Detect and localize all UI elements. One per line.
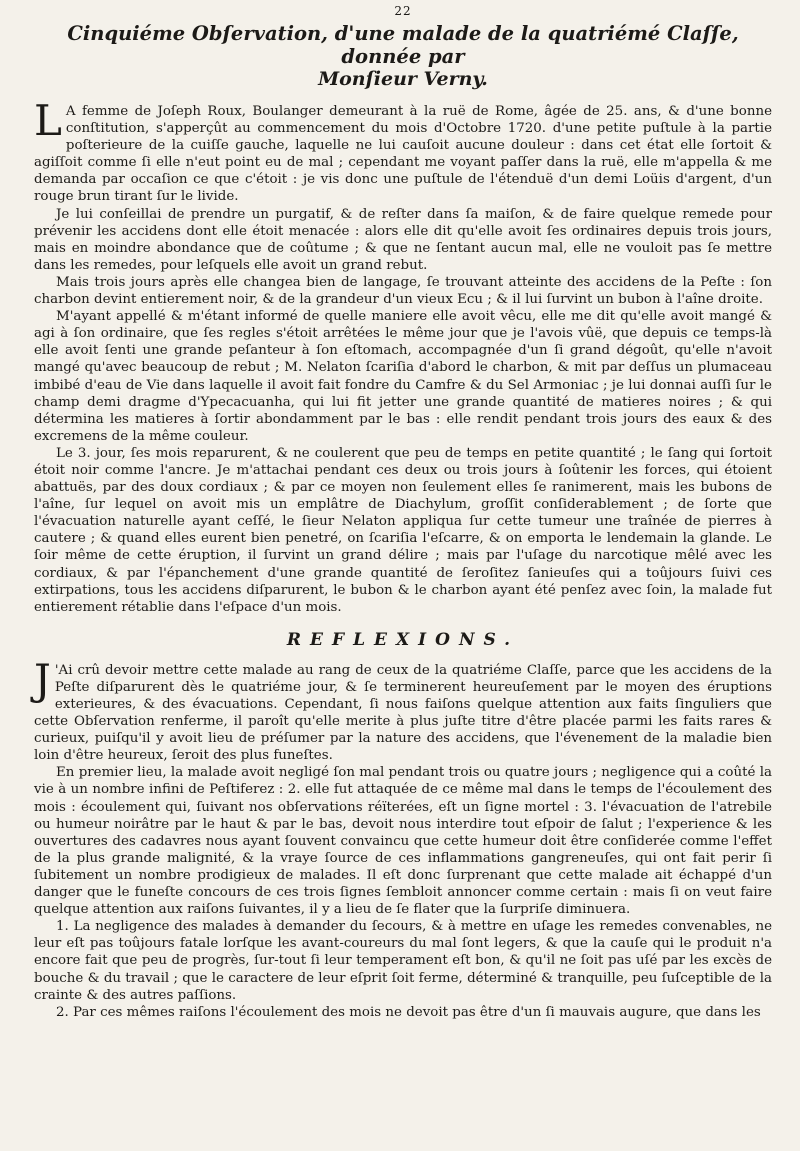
observation-body xyxy=(34,96,772,616)
paragraph-text: A femme de Joſeph Roux, Boulanger demeurant à la ruë de Rome, âgée de 25. ans, & d'une bonne conſtitution, s'apperçût au commencement du mois d'Octobre 1720. d'une petite puſtule à la partie poſterieure de la cuiſſe gauche, laquelle ne lui cauſoit aucune douleur : dans cet état elle ſortoit & agiſſoit comme ſi elle n'eut point eu de mal ; cependant me voyant paſſer dans la ruë, elle m'appella & me demanda par occaſion ce que c'étoit : je vis donc une puſtule de l'étenduë d'un demi Loüis d'argent, d'un rouge brun tirant ſur le livide. xyxy=(34,104,772,205)
paragraph-2: Je lui conſeillai de prendre un purgatif, & de reſter dans ſa maiſon, & de faire quelque remede pour prévenir les accidens dont elle étoit menacée : alors elle dit qu'elle avoit ſes ordinaires depuis trois jours, mais en moindre abondance que de coûtume ; & que ne ſentant aucun mal, elle ne vouloit pas ſe mettre dans les remedes, pour leſquels elle avoit un grand rebut. xyxy=(34,206,772,273)
observation-title: Cinquiéme Obſervation, d'une malade de la quatriémé Claſſe, donnée par xyxy=(67,22,739,68)
paragraph-text: 'Ai crû devoir mettre cette malade au rang de ceux de la quatriéme Claſſe, parce que les accidens de la Peſte diſparurent dès le quatriéme jour, & ſe terminerent heureuſement par le moyen des éruptions exterieures, & des évacuations. Cependant, ſi nous faiſons quelque attention aux faits ſinguliers que cette Obſervation renferme, il paroît qu'elle merite à plus juſte titre d'être placée parmi les faits rares & curieux, puiſqu'il y avoit lieu de préſumer par la nature des accidens, que l'évenement de la maladie bien loin d'être heureux, ſeroit des plus funeſtes. xyxy=(34,662,772,764)
paragraph-4: M'ayant appellé & m'étant informé de quelle maniere elle avoit vêcu, elle me dit qu'elle avoit mangé & agi à ſon ordinaire, que ſes regles s'étoit arrêtées le même jour que je l'avois vûë, que depuis ce temps-là elle avoit ſenti une grande peſanteur à ſon eſtomach, accompagnée d'un ſi grand dégoût, qu'elle n'avoit mangé qu'avec beaucoup de rebut ; M. Nelaton ſcariſia d'abord le charbon, & mit par deſſus un plumaceau imbibé d'eau de Vie dans laquelle il avoit fait fondre du Camfre & du Sel Armoniac ; je lui donnai auſſi ſur le champ demi dragme d'Ypecacuanha, qui lui fit jetter une grande quantité de matieres noires ; & qui détermina les matieres à ſortir abondamment par le bas : elle rendit pendant trois jours des eaux & des excremens de la même couleur. xyxy=(34,309,772,444)
reflexion-paragraph-2: En premier lieu, la malade avoit negligé ſon mal pendant trois ou quatre jours ; negligence qui a coûté la vie à un nombre infini de Peſtiferez : 2. elle fut attaquée de ce même mal dans le temps de l'écoulement des mois : écoulement qui, ſuivant nos obſervations réïterées, eſt un ſigne mortel : 3. l'évacuation de l'atrebile ou humeur noirâtre par le haut & par le bas, devoit nous interdire tout eſpoir de ſalut ; l'experience & les ouvertures des cadavres nous ayant ſouvent convaincu que cette humeur doit être conſiderée comme l'effet de la plus grande malignité, & la vraye ſource de ces inflammations gangreneuſes, qui ont fait perir ſi ſubitement un nombre prodigieux de malades. Il eſt donc ſurprenant que cette malade ait échappé d'un danger que le funeſte concours de ces trois ſignes ſembloit annoncer comme certain : mais ſi on veut faire quelque attention aux raiſons ſuivantes, il y a lieu de ſe flater que la ſurpriſe diminuera. xyxy=(34,765,772,918)
reflexion-paragraph-3: 1. La negligence des malades à demander du ſecours, & à mettre en uſage les remedes convenables, ne leur eſt pas toûjours fatale lorſque les avant-coureurs du mal ſont legers, & que la cauſe qui le produit n'a encore fait que peu de progrès, ſur-tout ſi leur temperament eſt bon, & qu'il ne ſoit pas uſé par les excès de bouche & du travail ; que le caractere de leur eſprit ſoit ferme, déterminé & tranquille, peu ſuſceptible de la crainte & des autres paſſions. xyxy=(34,919,772,1003)
reflexions-heading: REFLEXIONS. xyxy=(286,629,520,650)
paragraph-3: Mais trois jours après elle changea bien de langage, ſe trouvant atteinte des accidens de la Peſte : ſon charbon devint entierement noir, & de la grandeur d'un vieux Ecu ; & il lui ſurvint un bubon à l'aîne droite. xyxy=(34,274,772,308)
reflexions-body xyxy=(34,654,772,1021)
observation-author: Monſieur Verny. xyxy=(318,68,488,90)
reflexion-paragraph-1 xyxy=(34,654,772,765)
reflexion-paragraph-4: 2. Par ces mêmes raiſons l'écoulement des mois ne devoit pas être d'un ſi mauvais augure, que dans les xyxy=(56,1004,761,1020)
paragraph-1 xyxy=(34,96,772,206)
drop-capital: J xyxy=(34,654,51,704)
page-number: 22 xyxy=(394,4,412,18)
drop-capital: L xyxy=(34,96,62,145)
paragraph-5: Le 3. jour, ſes mois reparurent, & ne coulerent que peu de temps en petite quantité ; le ſang qui ſortoit étoit noir comme l'ancre. Je m'attachai pendant ces deux ou trois jours à ſoûtenir les forces, qui étoient abattuës, par des doux cordiaux ; & par ce moyen non ſeulement elles ſe ranimerent, mais les bubons de l'aîne, ſur lequel on avoit mis un emplâtre de Diachylum, groſſit conſiderablement ; de ſorte que l'évacuation naturelle ayant ceſſé, le ſieur Nelaton appliqua ſur cette tumeur une traînée de pierres à cautere ; & quand elles eurent bien penetré, on ſcariſia l'eſcarre, & on emporta le lendemain la glande. Le ſoir même de cette éruption, il ſurvint un grand délire ; mais par l'uſage du narcotique mêlé avec les cordiaux, & par l'épanchement d'une grande quantité de ſeroſitez ſanieuſes qui a toûjours ſuivi ces extirpations, tous les accidens diſparurent, le bubon & le charbon ayant été penſez avec ſoin, la malade fut entierement rétablie dans l'eſpace d'un mois. xyxy=(34,445,772,615)
